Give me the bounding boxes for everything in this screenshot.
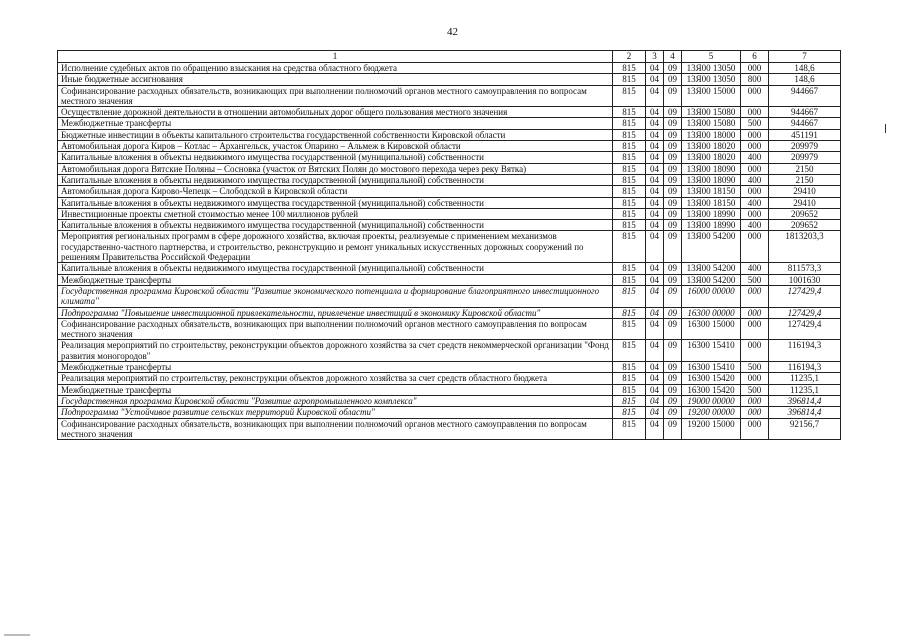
row-code-target: 13Я00 15080 [682,107,741,118]
row-code-ministry: 815 [613,85,646,107]
row-code-subsection: 09 [664,407,682,418]
row-code-section: 04 [646,85,664,107]
row-name: Капитальные вложения в объекты недвижимого имущества государственной (муниципальной) собственности [58,220,613,231]
row-code-section: 04 [646,63,664,74]
row-code-subsection: 09 [664,163,682,174]
row-code-target: 13Я00 18150 [682,197,741,208]
row-code-type: 400 [741,263,769,274]
row-name: Автомобильная дорога Кирово-Чепецк – Слободской в Кировской области [58,186,613,197]
row-code-type: 000 [741,373,769,384]
row-code-target: 16300 00000 [682,307,741,318]
row-code-subsection: 09 [664,63,682,74]
row-code-section: 04 [646,285,664,307]
row-name: Капитальные вложения в объекты недвижимого имущества государственной (муниципальной) собственности [58,197,613,208]
row-code-target: 13Я00 18150 [682,186,741,197]
row-code-ministry: 815 [613,74,646,85]
row-code-type: 000 [741,186,769,197]
row-code-subsection: 09 [664,197,682,208]
row-code-section: 04 [646,141,664,152]
row-code-section: 04 [646,318,664,340]
row-name: Реализация мероприятий по строительству, реконструкции объектов дорожного хозяйства за счет средств некоммерческой организации "Фонд развития моногородов" [58,340,613,362]
row-code-section: 04 [646,307,664,318]
row-code-ministry: 815 [613,340,646,362]
table-row [58,163,841,174]
table-row [58,362,841,373]
row-amount: 92156,7 [769,418,841,440]
row-code-subsection: 09 [664,141,682,152]
row-code-type: 500 [741,362,769,373]
table-row [58,174,841,185]
row-code-subsection: 09 [664,85,682,107]
row-code-type: 000 [741,418,769,440]
row-code-type: 500 [741,384,769,395]
row-amount: 944667 [769,107,841,118]
row-code-type: 000 [741,407,769,418]
row-amount: 127429,4 [769,318,841,340]
row-code-section: 04 [646,107,664,118]
row-code-ministry: 815 [613,231,646,263]
table-row [58,141,841,152]
row-code-subsection: 09 [664,220,682,231]
row-name: Капитальные вложения в объекты недвижимого имущества государственной (муниципальной) собственности [58,152,613,163]
row-name: Мероприятия региональных программ в сфере дорожного хозяйства, включая проекты, реализуемые с применением механизмов государственно-частного партнерства, и строительство, реконструкцию и ремонт уникальных искусственных дорожных сооружений по решениям Правительства Российской Федерации [58,231,613,263]
row-name: Государственная программа Кировской области "Развитие экономического потенциала и формирование благоприятного инвестиционного климата" [58,285,613,307]
budget-table [57,50,841,440]
header-row [58,51,841,63]
row-code-target: 16300 15420 [682,384,741,395]
row-code-ministry: 815 [613,407,646,418]
table-row [58,340,841,362]
table-row [58,208,841,219]
row-amount: 11235,1 [769,384,841,395]
table-row [58,231,841,263]
row-amount: 29410 [769,197,841,208]
row-code-type: 000 [741,85,769,107]
table-row [58,373,841,384]
row-code-subsection: 09 [664,74,682,85]
row-code-ministry: 815 [613,174,646,185]
row-code-subsection: 09 [664,274,682,285]
row-code-subsection: 09 [664,340,682,362]
row-code-type: 500 [741,118,769,129]
row-code-target: 13Я00 18990 [682,220,741,231]
table-row [58,263,841,274]
row-code-section: 04 [646,152,664,163]
row-amount: 1813203,3 [769,231,841,263]
row-amount: 209652 [769,208,841,219]
row-code-subsection: 09 [664,174,682,185]
header-cell: 5 [682,51,741,63]
table-row [58,74,841,85]
row-code-ministry: 815 [613,63,646,74]
row-code-ministry: 815 [613,152,646,163]
row-code-target: 13Я00 15080 [682,118,741,129]
row-amount: 127429,4 [769,307,841,318]
row-code-target: 16300 15420 [682,373,741,384]
row-code-ministry: 815 [613,141,646,152]
row-code-section: 04 [646,263,664,274]
row-code-type: 000 [741,107,769,118]
row-code-section: 04 [646,220,664,231]
table-row [58,318,841,340]
row-code-target: 13Я00 18000 [682,129,741,140]
row-code-type: 000 [741,395,769,406]
row-code-section: 04 [646,340,664,362]
row-code-subsection: 09 [664,208,682,219]
header-cell: 2 [613,51,646,63]
row-name: Софинансирование расходных обязательств, возникающих при выполнении полномочий органов местного самоуправления по вопросам местного значения [58,85,613,107]
table-row [58,152,841,163]
row-code-ministry: 815 [613,362,646,373]
row-code-target: 13Я00 13050 [682,63,741,74]
row-code-type: 400 [741,174,769,185]
row-code-section: 04 [646,384,664,395]
row-code-ministry: 815 [613,107,646,118]
row-name: Подпрограмма "Устойчивое развитие сельских территорий Кировской области" [58,407,613,418]
row-code-ministry: 815 [613,129,646,140]
row-code-section: 04 [646,118,664,129]
row-code-type: 000 [741,141,769,152]
row-amount: 148,6 [769,63,841,74]
table-row [58,220,841,231]
row-code-ministry: 815 [613,318,646,340]
row-code-subsection: 09 [664,395,682,406]
row-code-subsection: 09 [664,285,682,307]
row-name: Реализация мероприятий по строительству, реконструкции объектов дорожного хозяйства за счет средств областного бюджета [58,373,613,384]
row-code-subsection: 09 [664,118,682,129]
row-code-type: 000 [741,307,769,318]
row-amount: 116194,3 [769,340,841,362]
row-name: Межбюджетные трансферты [58,384,613,395]
row-code-subsection: 09 [664,231,682,263]
row-code-ministry: 815 [613,197,646,208]
row-code-target: 13Я00 18090 [682,174,741,185]
table-row [58,118,841,129]
row-name: Государственная программа Кировской области "Развитие агропромышленного комплекса" [58,395,613,406]
row-amount: 811573,3 [769,263,841,274]
row-code-subsection: 09 [664,418,682,440]
corner-mark [4,634,30,636]
row-code-section: 04 [646,373,664,384]
row-name: Капитальные вложения в объекты недвижимого имущества государственной (муниципальной) собственности [58,174,613,185]
row-name: Межбюджетные трансферты [58,362,613,373]
row-code-type: 000 [741,63,769,74]
header-cell: 6 [741,51,769,63]
row-code-target: 13Я00 18090 [682,163,741,174]
row-code-target: 16300 15410 [682,362,741,373]
row-code-type: 000 [741,285,769,307]
row-name: Бюджетные инвестиции в объекты капитального строительства государственной собственности Кировской области [58,129,613,140]
row-code-target: 13Я00 18990 [682,208,741,219]
row-amount: 148,6 [769,74,841,85]
row-code-section: 04 [646,186,664,197]
row-code-subsection: 09 [664,152,682,163]
table-row [58,129,841,140]
table-row [58,107,841,118]
row-code-ministry: 815 [613,186,646,197]
row-code-target: 13Я00 54200 [682,263,741,274]
row-code-ministry: 815 [613,163,646,174]
row-code-target: 16000 00000 [682,285,741,307]
row-code-target: 13Я00 18020 [682,141,741,152]
table-row [58,63,841,74]
row-code-section: 04 [646,274,664,285]
row-code-subsection: 09 [664,107,682,118]
row-code-target: 13Я00 54200 [682,231,741,263]
header-cell: 1 [58,51,613,63]
row-code-ministry: 815 [613,418,646,440]
table-body [58,63,841,440]
row-name: Софинансирование расходных обязательств, возникающих при выполнении полномочий органов местного самоуправления по вопросам местного значения [58,318,613,340]
row-name: Подпрограмма "Повышение инвестиционной привлекательности, привлечение инвестиций в экономику Кировской области" [58,307,613,318]
row-name: Автомобильная дорога Киров – Котлас – Архангельск, участок Опарино – Альмеж в Кировской области [58,141,613,152]
row-amount: 209979 [769,141,841,152]
row-code-section: 04 [646,208,664,219]
row-code-target: 16300 15410 [682,340,741,362]
row-code-subsection: 09 [664,384,682,395]
row-code-subsection: 09 [664,373,682,384]
row-code-type: 000 [741,318,769,340]
table-row [58,395,841,406]
row-code-ministry: 815 [613,384,646,395]
row-code-type: 000 [741,129,769,140]
row-code-subsection: 09 [664,263,682,274]
row-code-target: 13Я00 15000 [682,85,741,107]
row-code-type: 000 [741,163,769,174]
row-name: Инвестиционные проекты сметной стоимостью менее 100 миллионов рублей [58,208,613,219]
row-amount: 29410 [769,186,841,197]
row-code-subsection: 09 [664,362,682,373]
row-code-ministry: 815 [613,118,646,129]
row-code-target: 13Я00 54200 [682,274,741,285]
row-name: Исполнение судебных актов по обращению взыскания на средства областного бюджета [58,63,613,74]
row-code-section: 04 [646,362,664,373]
row-amount: 2150 [769,163,841,174]
row-name: Капитальные вложения в объекты недвижимого имущества государственной (муниципальной) собственности [58,263,613,274]
row-code-section: 04 [646,174,664,185]
table-row [58,186,841,197]
row-code-ministry: 815 [613,307,646,318]
header-cell: 7 [769,51,841,63]
row-name: Межбюджетные трансферты [58,274,613,285]
row-name: Софинансирование расходных обязательств, возникающих при выполнении полномочий органов местного самоуправления по вопросам местного значения [58,418,613,440]
row-code-type: 000 [741,208,769,219]
row-code-target: 13Я00 18020 [682,152,741,163]
row-code-ministry: 815 [613,285,646,307]
row-code-type: 400 [741,220,769,231]
row-code-ministry: 815 [613,208,646,219]
row-code-subsection: 09 [664,129,682,140]
row-code-ministry: 815 [613,395,646,406]
row-code-section: 04 [646,231,664,263]
row-code-subsection: 09 [664,307,682,318]
row-name: Автомобильная дорога Вятские Поляны – Сосновка (участок от Вятских Полян до мостового перехода через реку Вятка) [58,163,613,174]
row-amount: 116194,3 [769,362,841,373]
table-row [58,384,841,395]
row-amount: 944667 [769,85,841,107]
table-row [58,85,841,107]
row-code-section: 04 [646,129,664,140]
row-amount: 396814,4 [769,407,841,418]
row-code-section: 04 [646,74,664,85]
row-code-ministry: 815 [613,220,646,231]
row-code-target: 19200 00000 [682,407,741,418]
row-code-target: 19200 15000 [682,418,741,440]
row-name: Иные бюджетные ассигнования [58,74,613,85]
row-amount: 209979 [769,152,841,163]
row-code-type: 500 [741,274,769,285]
row-code-target: 13Я00 13050 [682,74,741,85]
row-code-section: 04 [646,407,664,418]
table-row [58,274,841,285]
row-amount: 2150 [769,174,841,185]
table-row [58,197,841,208]
row-code-section: 04 [646,163,664,174]
row-code-type: 400 [741,152,769,163]
row-code-ministry: 815 [613,274,646,285]
row-amount: 944667 [769,118,841,129]
table-row [58,285,841,307]
row-amount: 451191 [769,129,841,140]
row-code-type: 400 [741,197,769,208]
row-code-target: 16300 15000 [682,318,741,340]
header-cell: 4 [664,51,682,63]
table-row [58,418,841,440]
table-row [58,307,841,318]
row-amount: 209652 [769,220,841,231]
margin-mark [885,124,886,133]
row-code-section: 04 [646,197,664,208]
row-code-target: 19000 00000 [682,395,741,406]
table-row [58,407,841,418]
header-cell: 3 [646,51,664,63]
row-code-type: 000 [741,340,769,362]
row-code-ministry: 815 [613,263,646,274]
row-code-type: 800 [741,74,769,85]
row-amount: 396814,4 [769,395,841,406]
row-code-type: 000 [741,231,769,263]
row-name: Межбюджетные трансферты [58,118,613,129]
row-code-section: 04 [646,418,664,440]
row-code-ministry: 815 [613,373,646,384]
row-amount: 11235,1 [769,373,841,384]
row-code-subsection: 09 [664,186,682,197]
row-code-subsection: 09 [664,318,682,340]
row-name: Осуществление дорожной деятельности в отношении автомобильных дорог общего пользования местного значения [58,107,613,118]
page-number: 42 [447,26,458,38]
row-amount: 1001630 [769,274,841,285]
row-code-section: 04 [646,395,664,406]
row-amount: 127429,4 [769,285,841,307]
